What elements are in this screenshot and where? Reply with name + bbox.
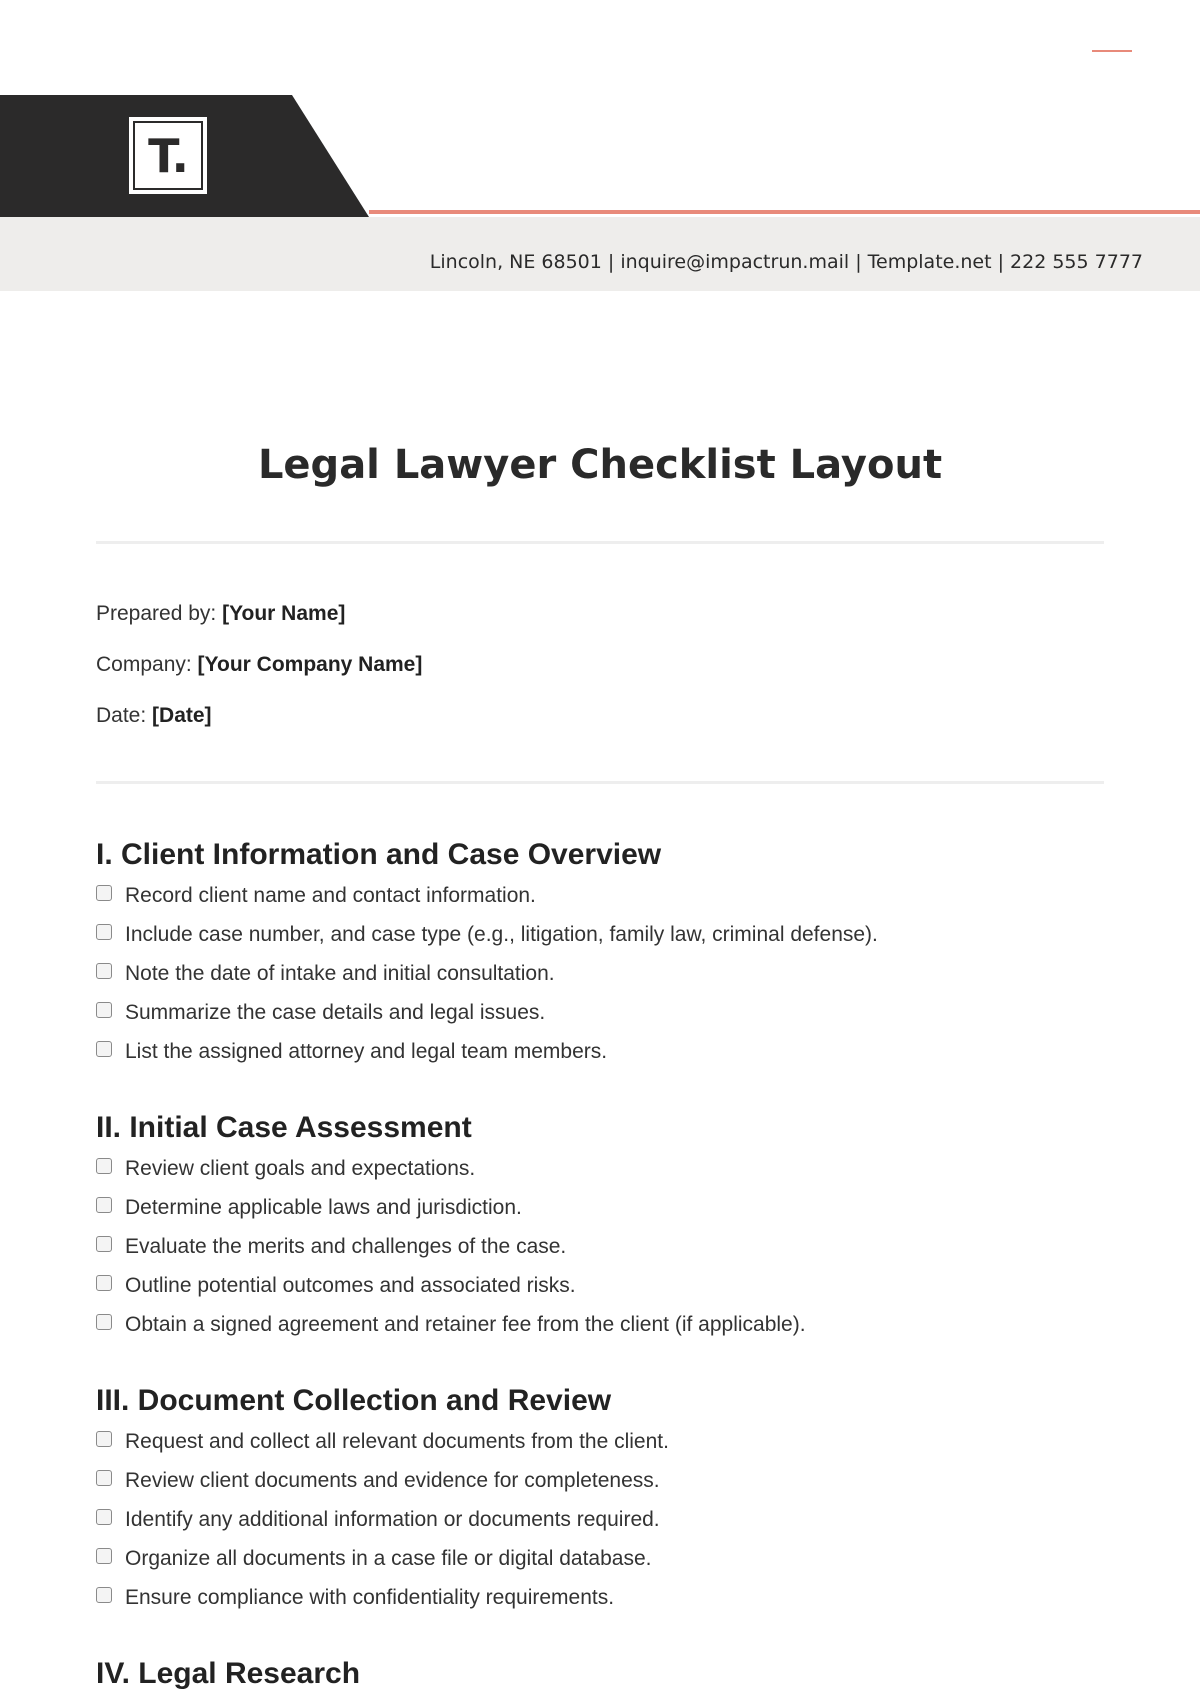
checkbox[interactable]	[96, 1431, 112, 1447]
section-heading: II. Initial Case Assessment	[96, 1111, 472, 1144]
checklist-item[interactable]	[96, 1155, 475, 1183]
checklist-item-label: Review client goals and expectations.	[125, 1157, 476, 1180]
checklist-item[interactable]	[96, 999, 545, 1027]
checkbox[interactable]	[96, 1002, 112, 1018]
checklist-item[interactable]	[96, 1233, 566, 1261]
checklist-item-label: Obtain a signed agreement and retainer fee from the client (if applicable).	[125, 1313, 806, 1336]
checkbox[interactable]	[96, 963, 112, 979]
prepared-by-value: [Your Name]	[222, 602, 346, 625]
checklist-item-label: Request and collect all relevant documents from the client.	[125, 1430, 669, 1453]
banner-accent-line	[369, 210, 1200, 214]
checklist-item-label: Note the date of intake and initial consultation.	[125, 962, 555, 985]
checklist-item[interactable]	[96, 1272, 576, 1300]
section-heading: III. Document Collection and Review	[96, 1384, 612, 1417]
checkbox[interactable]	[96, 1314, 112, 1330]
checkbox[interactable]	[96, 1275, 112, 1291]
checklist-item-label: Review client documents and evidence for completeness.	[125, 1469, 660, 1492]
checkbox[interactable]	[96, 1509, 112, 1525]
checklist-item[interactable]	[96, 1467, 660, 1495]
company-label: Company:	[96, 653, 198, 676]
divider	[96, 781, 1104, 784]
checkbox[interactable]	[96, 1197, 112, 1213]
accent-dash	[1092, 50, 1132, 52]
checklist-item-label: Identify any additional information or documents required.	[125, 1508, 660, 1531]
checklist-item[interactable]	[96, 1545, 651, 1573]
section-heading: IV. Legal Research	[96, 1657, 361, 1690]
prepared-by-line	[96, 602, 345, 626]
section-heading: I. Client Information and Case Overview	[96, 838, 662, 871]
checkbox[interactable]	[96, 1158, 112, 1174]
checkbox[interactable]	[96, 1041, 112, 1057]
checklist-item-label: Outline potential outcomes and associated risks.	[125, 1274, 576, 1297]
checkbox[interactable]	[96, 885, 112, 901]
date-label: Date:	[96, 704, 153, 727]
date-line	[96, 704, 212, 728]
prepared-by-label: Prepared by:	[96, 602, 223, 625]
checklist-item-label: Record client name and contact information.	[125, 884, 536, 907]
checklist-item-label: Organize all documents in a case file or digital database.	[125, 1547, 652, 1570]
checkbox[interactable]	[96, 924, 112, 940]
divider	[96, 541, 1104, 544]
contact-info: Lincoln, NE 68501 | inquire@impactrun.mail | Template.net | 222 555 7777	[429, 251, 1143, 273]
date-value: [Date]	[152, 704, 212, 727]
checkbox[interactable]	[96, 1470, 112, 1486]
company-logo	[129, 117, 207, 194]
checklist-item[interactable]	[96, 1194, 522, 1222]
checklist-item[interactable]	[96, 960, 555, 988]
checkbox[interactable]	[96, 1548, 112, 1564]
checklist-item[interactable]	[96, 1584, 614, 1612]
checklist-item[interactable]	[96, 1038, 607, 1066]
checklist-item[interactable]	[96, 1311, 806, 1339]
document-title: Legal Lawyer Checklist Layout	[257, 442, 943, 488]
company-value: [Your Company Name]	[197, 653, 423, 676]
checklist-item-label: Include case number, and case type (e.g., litigation, family law, criminal defense).	[125, 923, 878, 946]
checkbox[interactable]	[96, 1236, 112, 1252]
checklist-item[interactable]	[96, 1506, 660, 1534]
checklist-item-label: Summarize the case details and legal issues.	[125, 1001, 546, 1024]
checklist-item[interactable]	[96, 1428, 669, 1456]
company-line	[96, 653, 422, 677]
checklist-item-label: Ensure compliance with confidentiality requirements.	[125, 1586, 615, 1609]
checkbox[interactable]	[96, 1587, 112, 1603]
logo-text: T.	[148, 128, 188, 183]
checklist-item[interactable]	[96, 882, 536, 910]
checklist-item-label: List the assigned attorney and legal team members.	[125, 1040, 608, 1063]
checklist-item-label: Determine applicable laws and jurisdiction.	[125, 1196, 522, 1219]
checklist-item-label: Evaluate the merits and challenges of the case.	[125, 1235, 567, 1258]
checklist-item[interactable]	[96, 921, 878, 949]
